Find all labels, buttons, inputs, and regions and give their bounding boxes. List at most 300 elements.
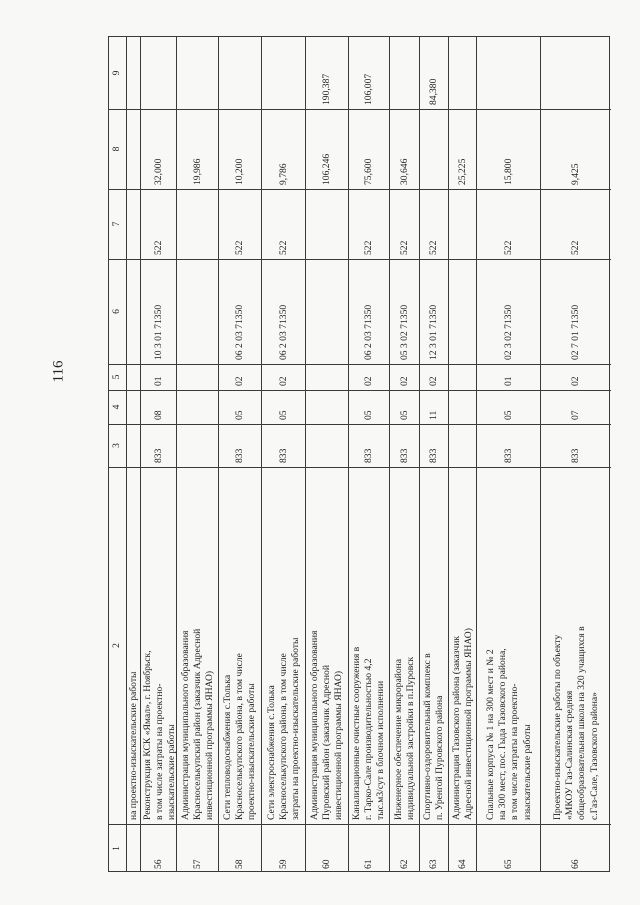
table-cell — [262, 37, 306, 109]
cell-border — [306, 189, 348, 190]
table-header-row — [109, 37, 126, 871]
cell-text: изыскательские работы — [521, 724, 533, 820]
cell-border — [109, 189, 126, 190]
cell-text: 02 3 02 71350 — [502, 304, 514, 360]
item-name — [266, 471, 303, 820]
header-cell — [109, 364, 126, 390]
cell-text: в том числе затраты на проектно- — [509, 683, 520, 820]
table-cell — [541, 824, 612, 873]
cell-text: 02 — [234, 376, 246, 386]
cell-border — [306, 424, 348, 425]
cell-border — [420, 424, 448, 425]
cell-text: 833 — [234, 448, 246, 463]
table-cell — [420, 467, 449, 824]
cell-border — [177, 390, 218, 391]
cell-border — [109, 824, 126, 825]
item-name — [222, 471, 259, 820]
cell-value — [503, 193, 515, 255]
cell-border — [390, 424, 419, 425]
cell-border — [349, 390, 389, 391]
table-cell — [349, 189, 390, 259]
header-label — [111, 193, 123, 255]
table-cell — [449, 364, 477, 390]
cell-border — [306, 390, 348, 391]
table-cell — [127, 259, 141, 364]
cell-border — [262, 467, 305, 468]
cell-border — [349, 824, 389, 825]
cell-value — [363, 193, 375, 255]
cell-border — [177, 824, 218, 825]
cell-text: 9 — [111, 70, 123, 76]
cell-text: Спальные корпуса № 1 на 300 мест и № 2 — [484, 649, 496, 820]
table-row — [348, 37, 389, 871]
table-row — [540, 37, 611, 871]
table-cell — [449, 467, 477, 824]
table-cell — [449, 424, 477, 467]
cell-text: 02 — [277, 376, 289, 386]
cell-text: 63 — [428, 859, 440, 869]
cell-value — [428, 263, 440, 360]
cell-border — [541, 109, 611, 110]
table-cell — [349, 364, 390, 390]
cell-value — [153, 193, 165, 255]
table-cell — [262, 259, 306, 364]
cell-border — [219, 364, 261, 365]
cell-value — [428, 428, 440, 463]
cell-value — [503, 394, 515, 420]
table-cell — [219, 424, 262, 467]
cell-border — [306, 109, 348, 110]
cell-text: инвестиционной программы ЯНАО) — [333, 670, 345, 820]
table-cell — [541, 109, 612, 189]
cell-border — [477, 390, 540, 391]
table-cell — [141, 824, 177, 873]
cell-text: 522 — [428, 240, 440, 255]
cell-border — [177, 424, 218, 425]
cell-value — [428, 828, 440, 869]
table-cell — [262, 824, 306, 873]
cell-text: 06 2 03 71350 — [277, 304, 289, 360]
header-cell — [109, 37, 126, 109]
cell-value — [192, 828, 204, 869]
cell-text: 19,986 — [191, 158, 203, 185]
table-cell — [177, 424, 219, 467]
cell-text: 12 3 01 71350 — [428, 304, 440, 360]
cell-border — [541, 467, 611, 468]
table-row — [218, 37, 261, 871]
table-cell — [127, 109, 141, 189]
cell-text: 2 — [111, 643, 123, 648]
cell-value — [321, 41, 333, 105]
cell-text: 84,380 — [428, 78, 440, 105]
cell-value — [278, 113, 290, 185]
cell-border — [449, 109, 476, 110]
header-label — [111, 828, 123, 869]
cell-value — [234, 394, 246, 420]
cell-text: с.Газ-Сале, Тазовского района» — [588, 692, 600, 820]
cell-text: 62 — [398, 859, 410, 869]
table-cell — [449, 390, 477, 424]
cell-border — [349, 424, 389, 425]
cell-value — [399, 394, 411, 420]
table-cell — [141, 364, 177, 390]
cell-border — [262, 259, 305, 260]
table-cell — [349, 109, 390, 189]
table-cell — [477, 189, 541, 259]
cell-border — [541, 424, 611, 425]
cell-border — [477, 824, 540, 825]
cell-border — [177, 109, 218, 110]
cell-border — [109, 467, 126, 468]
cell-border — [306, 364, 348, 365]
cell-border — [141, 824, 176, 825]
item-name — [351, 471, 388, 820]
table-cell — [177, 467, 219, 824]
cell-border — [449, 824, 476, 825]
table-cell — [390, 259, 420, 364]
table-cell — [306, 109, 349, 189]
cell-text: Пуровский район (заказчик Адресной — [321, 665, 333, 820]
cell-text: Красноселькупского района, в том числе — [234, 653, 246, 820]
table-cell — [177, 189, 219, 259]
cell-value — [570, 113, 582, 185]
cell-value — [153, 263, 165, 360]
cell-value — [570, 193, 582, 255]
cell-text: на 300 мест, пос. Гыда Тазовского района, — [496, 648, 508, 820]
cell-border — [262, 364, 305, 365]
cell-border — [541, 390, 611, 391]
cell-border — [420, 824, 448, 825]
cell-text: 7 — [111, 221, 123, 227]
cell-border — [420, 467, 448, 468]
header-cell — [109, 824, 126, 873]
cell-text: Администрация муниципального образования — [309, 630, 321, 820]
cell-text: 65 — [502, 859, 514, 869]
table-row — [126, 37, 140, 871]
cell-border — [306, 467, 348, 468]
cell-text: Администрация муниципального образования — [179, 630, 191, 820]
cell-border — [349, 259, 389, 260]
cell-border — [109, 364, 126, 365]
cell-text: 06 2 03 71350 — [234, 304, 246, 360]
table-cell — [390, 824, 420, 873]
table-cell — [541, 259, 612, 364]
cell-border — [262, 424, 305, 425]
cell-text: г. Тарко-Сале производительностью 4,2 — [363, 658, 375, 820]
cell-text: 02 — [363, 376, 375, 386]
cell-text: 64 — [456, 859, 468, 869]
table-cell — [177, 109, 219, 189]
cell-text: 5 — [111, 374, 123, 380]
table-row — [476, 37, 540, 871]
cell-text: индивидуальной застройки в п.Пуровск — [405, 656, 416, 820]
cell-border — [141, 424, 176, 425]
cell-border — [219, 390, 261, 391]
table-cell — [390, 467, 420, 824]
table-row — [389, 37, 419, 871]
table-cell — [541, 364, 612, 390]
table-cell — [541, 189, 612, 259]
cell-value — [234, 113, 246, 185]
cell-text: п. Уренгой Пуровского района — [434, 695, 446, 820]
cell-value — [192, 113, 204, 185]
cell-value — [428, 394, 440, 420]
cell-value — [234, 193, 246, 255]
header-label — [111, 263, 123, 360]
table-cell — [420, 824, 449, 873]
table-cell — [262, 109, 306, 189]
cell-border — [449, 189, 476, 190]
header-label — [111, 41, 123, 105]
cell-border — [390, 824, 419, 825]
cell-text: 9,425 — [570, 163, 582, 185]
cell-value — [457, 828, 469, 869]
cell-border — [477, 189, 540, 190]
table-cell — [420, 37, 449, 109]
cell-border — [262, 109, 305, 110]
cell-border — [390, 189, 419, 190]
cell-text: Сети электроснабжения с.Толька — [265, 685, 277, 820]
table-cell — [390, 109, 420, 189]
table-row — [419, 37, 448, 871]
cell-text: Канализационные очистные сооружения в — [351, 646, 363, 820]
table-cell — [177, 259, 219, 364]
cell-border — [127, 824, 140, 825]
cell-text: 9,786 — [277, 163, 289, 185]
cell-value — [399, 263, 411, 360]
table-cell — [306, 467, 349, 824]
table-cell — [420, 390, 449, 424]
cell-text: Красноселькупского района, в том числе — [277, 653, 289, 820]
table-cell — [141, 37, 177, 109]
table-cell — [219, 467, 262, 824]
table-cell — [127, 37, 141, 109]
cell-text: 522 — [277, 240, 289, 255]
cell-text: 833 — [398, 448, 410, 463]
cell-value — [278, 428, 290, 463]
item-name — [552, 471, 601, 820]
header-label — [111, 471, 123, 820]
cell-value — [363, 428, 375, 463]
table-cell — [127, 424, 141, 467]
table-cell — [477, 424, 541, 467]
cell-border — [219, 259, 261, 260]
cell-text: инвестиционной программы ЯНАО) — [204, 670, 216, 820]
table-cell — [127, 364, 141, 390]
cell-text: «МКОУ Газ-Салинская средняя — [564, 690, 576, 820]
table-cell — [219, 364, 262, 390]
table-cell — [541, 467, 612, 824]
table-cell — [306, 424, 349, 467]
cell-text: 08 — [152, 410, 164, 420]
table-cell — [177, 390, 219, 424]
cell-text: проектно-изыскательские работы — [246, 683, 258, 820]
cell-border — [306, 259, 348, 260]
budget-table — [108, 36, 610, 872]
cell-text: 61 — [363, 859, 375, 869]
table-cell — [141, 109, 177, 189]
cell-border — [449, 259, 476, 260]
table-cell — [449, 259, 477, 364]
cell-border — [109, 424, 126, 425]
cell-value — [570, 394, 582, 420]
cell-text: 07 — [570, 410, 582, 420]
header-cell — [109, 467, 126, 824]
cell-border — [127, 189, 140, 190]
header-cell — [109, 424, 126, 467]
table-cell — [262, 390, 306, 424]
cell-value — [278, 263, 290, 360]
table-cell — [262, 467, 306, 824]
cell-text: на проектно-изыскательские работы — [128, 671, 139, 820]
cell-text: Реконструкция КСК «Ямал», г. Ноябрьск, — [142, 650, 153, 820]
table-cell — [127, 824, 141, 873]
cell-border — [141, 189, 176, 190]
cell-text: 833 — [363, 448, 375, 463]
cell-border — [219, 189, 261, 190]
cell-value — [399, 828, 411, 869]
item-name — [451, 471, 475, 820]
cell-text: 05 — [234, 410, 246, 420]
cell-border — [141, 364, 176, 365]
cell-text: Спортивно-оздоровительный комплекс в — [422, 653, 434, 820]
cell-border — [477, 364, 540, 365]
cell-value — [363, 41, 375, 105]
table-cell — [177, 364, 219, 390]
cell-text: 05 — [398, 410, 410, 420]
cell-text: 522 — [234, 240, 246, 255]
table-cell — [541, 37, 612, 109]
header-label — [111, 113, 123, 185]
cell-border — [127, 424, 140, 425]
cell-border — [390, 364, 419, 365]
cell-border — [541, 824, 611, 825]
cell-border — [390, 390, 419, 391]
header-label — [111, 394, 123, 420]
cell-value — [363, 394, 375, 420]
item-name — [422, 471, 446, 820]
item-name — [142, 471, 179, 820]
cell-border — [141, 390, 176, 391]
table-cell — [420, 364, 449, 390]
table-cell — [177, 824, 219, 873]
cell-value — [503, 113, 515, 185]
cell-border — [127, 109, 140, 110]
cell-border — [390, 467, 419, 468]
cell-value — [234, 368, 246, 386]
cell-text: 106,007 — [363, 73, 375, 105]
cell-value — [278, 828, 290, 869]
cell-text: 190,387 — [321, 73, 333, 105]
cell-text: тыс.м3/сут в блочном исполнении — [375, 680, 387, 820]
table-cell — [420, 109, 449, 189]
table-row — [176, 37, 218, 871]
cell-text: 522 — [363, 240, 375, 255]
cell-text: 522 — [398, 240, 410, 255]
table-row — [140, 37, 176, 871]
table-cell — [177, 37, 219, 109]
cell-border — [390, 109, 419, 110]
cell-value — [278, 394, 290, 420]
table-cell — [262, 364, 306, 390]
cell-value — [234, 263, 246, 360]
table-cell — [390, 364, 420, 390]
cell-border — [420, 259, 448, 260]
table-cell — [127, 390, 141, 424]
cell-border — [262, 390, 305, 391]
cell-text: 56 — [152, 859, 164, 869]
cell-border — [127, 259, 140, 260]
cell-value — [428, 193, 440, 255]
table-row — [305, 37, 348, 871]
cell-text: 02 — [398, 376, 410, 386]
table-cell — [349, 390, 390, 424]
cell-value — [321, 828, 333, 869]
cell-value — [153, 394, 165, 420]
cell-text: 32,000 — [152, 158, 164, 185]
cell-value — [428, 368, 440, 386]
cell-border — [449, 390, 476, 391]
cell-value — [363, 368, 375, 386]
page-number: 116 — [50, 360, 67, 383]
cell-text: 01 — [502, 376, 514, 386]
cell-border — [177, 467, 218, 468]
cell-border — [420, 390, 448, 391]
cell-border — [477, 109, 540, 110]
table-cell — [219, 37, 262, 109]
cell-text: 6 — [111, 309, 123, 314]
table-cell — [477, 109, 541, 189]
table-cell — [127, 467, 141, 824]
cell-text: изыскательские работы — [166, 724, 178, 820]
table-cell — [141, 259, 177, 364]
cell-border — [141, 467, 176, 468]
cell-text: 59 — [277, 859, 289, 869]
cell-text: 833 — [570, 448, 582, 463]
header-label — [111, 368, 123, 386]
cell-border — [127, 467, 140, 468]
item-name — [309, 471, 346, 820]
cell-border — [109, 109, 126, 110]
cell-border — [420, 364, 448, 365]
cell-text: 11 — [428, 410, 440, 420]
cell-text: 01 — [152, 376, 164, 386]
table-cell — [477, 824, 541, 873]
cell-text: 05 3 02 71350 — [398, 304, 410, 360]
cell-border — [177, 259, 218, 260]
table-row — [261, 37, 305, 871]
cell-border — [127, 364, 140, 365]
cell-border — [109, 259, 126, 260]
table-cell — [141, 467, 177, 824]
cell-border — [449, 424, 476, 425]
table-cell — [449, 109, 477, 189]
cell-border — [449, 467, 476, 468]
table-cell — [390, 390, 420, 424]
cell-value — [153, 828, 165, 869]
cell-border — [449, 364, 476, 365]
table-cell — [449, 824, 477, 873]
cell-value — [363, 113, 375, 185]
cell-text: 06 2 03 71350 — [363, 304, 375, 360]
item-name — [485, 471, 534, 820]
table-cell — [349, 37, 390, 109]
cell-border — [177, 364, 218, 365]
cell-text: 66 — [570, 859, 582, 869]
cell-value — [399, 193, 411, 255]
table-cell — [420, 189, 449, 259]
cell-border — [420, 109, 448, 110]
